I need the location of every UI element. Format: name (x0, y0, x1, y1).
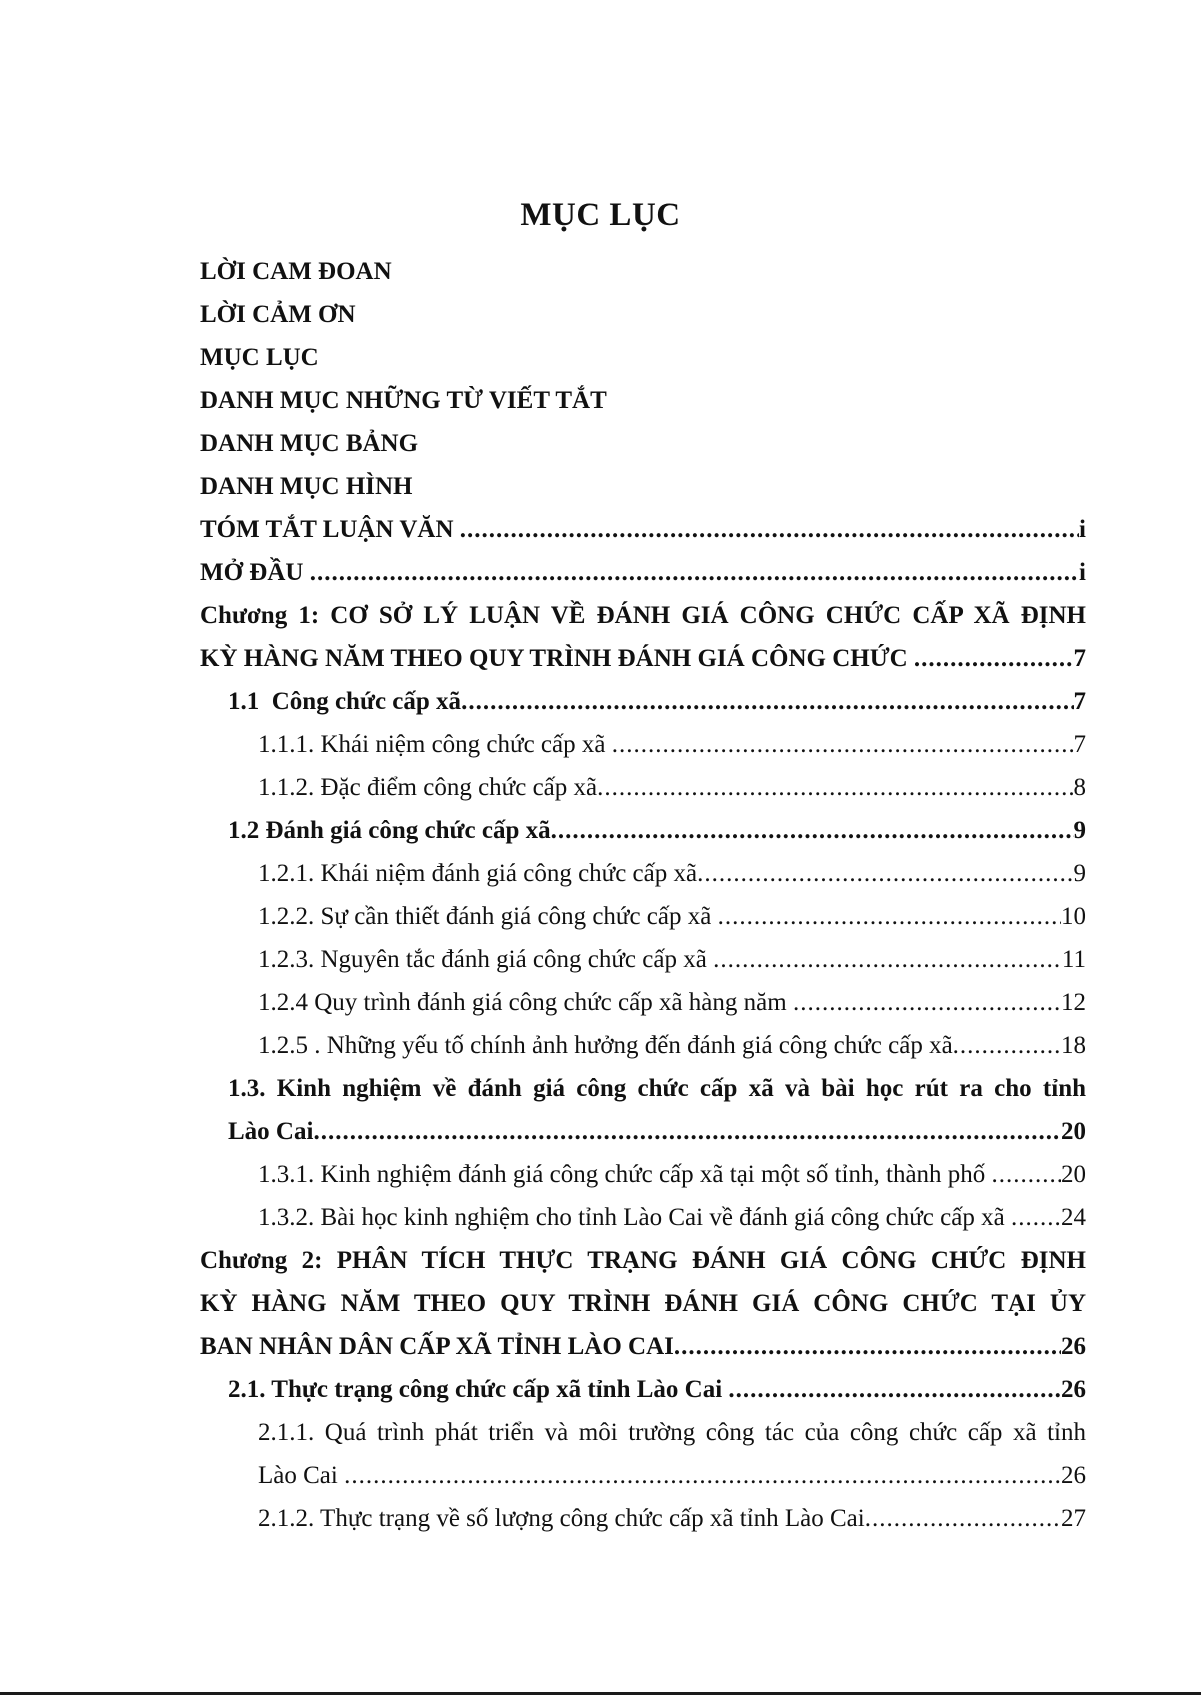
dot-leader (865, 1497, 1061, 1540)
toc-subsection-1-2-1[interactable] (258, 852, 1086, 895)
toc-page-number: 18 (1061, 1032, 1086, 1059)
toc-entry-label: BAN NHÂN DÂN CẤP XÃ TỈNH LÀO CAI (200, 1333, 674, 1360)
dot-leader (597, 766, 1073, 809)
dot-leader (612, 723, 1074, 766)
toc-subsection-2-1-1-line2[interactable] (258, 1454, 1086, 1497)
toc-chapter-2-line1[interactable]: Chương 2: PHÂN TÍCH THỰC TRẠNG ĐÁNH GIÁ CÔNG CHỨC ĐỊNH (200, 1247, 1086, 1274)
toc-page-number: 7 (1073, 731, 1086, 758)
toc-entry-label: 1.2.4 Quy trình đánh giá công chức cấp xã hàng năm (258, 989, 793, 1016)
toc-subsection-1-1-2[interactable] (258, 766, 1086, 809)
toc-subsection-1-2-5[interactable] (258, 1024, 1086, 1067)
toc-subsection-2-1-1-line1[interactable]: 2.1.1. Quá trình phát triển và môi trường công tác của công chức cấp xã tỉnh (258, 1419, 1086, 1446)
toc-section-2-1[interactable] (228, 1368, 1086, 1411)
toc-chapter-1-line1[interactable]: Chương 1: CƠ SỞ LÝ LUẬN VỀ ĐÁNH GIÁ CÔNG CHỨC CẤP XÃ ĐỊNH (200, 602, 1086, 629)
toc-subsection-1-2-3[interactable] (258, 938, 1086, 981)
toc-subsection-1-2-2[interactable] (258, 895, 1086, 938)
toc-page-number: 9 (1073, 817, 1086, 844)
dot-leader (674, 1325, 1061, 1368)
toc-chapter-2-line2[interactable]: KỲ HÀNG NĂM THEO QUY TRÌNH ĐÁNH GIÁ CÔNG CHỨC TẠI ỦY (200, 1290, 1086, 1317)
toc-page-number: i (1079, 559, 1086, 586)
toc-entry-label: TÓM TẮT LUẬN VĂN (200, 516, 460, 543)
toc-entry-label: MỞ ĐẦU (200, 559, 310, 586)
toc-page-number: 20 (1061, 1118, 1086, 1145)
toc-section-1-2[interactable] (228, 809, 1086, 852)
toc-entry-label: 1.2.3. Nguyên tắc đánh giá công chức cấp xã (258, 946, 714, 973)
toc-subsection-1-1-1[interactable] (258, 723, 1086, 766)
heading-loi-cam-on: LỜI CẢM ƠN (200, 301, 356, 328)
heading-muc-luc: MỤC LỤC (200, 344, 319, 371)
dot-leader (344, 1454, 1061, 1497)
toc-subsection-2-1-2[interactable] (258, 1497, 1086, 1540)
toc-page-number: 26 (1061, 1376, 1086, 1403)
page-title: MỤC LỤC (520, 197, 681, 233)
toc-section-1-3-line2[interactable] (228, 1110, 1086, 1153)
toc-page-number: 27 (1061, 1505, 1086, 1532)
toc-entry-label: 1.2.5 . Những yếu tố chính ảnh hưởng đến đánh giá công chức cấp xã (258, 1032, 953, 1059)
toc-entry-label: 2.1. Thực trạng công chức cấp xã tỉnh Lào Cai (228, 1376, 729, 1403)
dot-leader (718, 895, 1061, 938)
toc-page-number: 7 (1073, 688, 1086, 715)
toc-subsection-1-3-1[interactable] (258, 1153, 1086, 1196)
toc-entry-mo-dau[interactable] (200, 551, 1086, 594)
heading-danh-muc-tu-viet-tat: DANH MỤC NHỮNG TỪ VIẾT TẮT (200, 387, 607, 414)
dot-leader (460, 508, 1079, 551)
toc-page-number: 10 (1061, 903, 1086, 930)
toc-page-number: i (1079, 516, 1086, 543)
toc-subsection-1-3-2[interactable] (258, 1196, 1086, 1239)
dot-leader (728, 1368, 1061, 1411)
dot-leader (551, 809, 1074, 852)
dot-leader (713, 938, 1062, 981)
toc-page-number: 26 (1061, 1333, 1086, 1360)
bottom-divider (0, 1692, 1201, 1695)
toc-page-number: 8 (1073, 774, 1086, 801)
dot-leader (953, 1024, 1061, 1067)
toc-section-1-3-line1[interactable]: 1.3. Kinh nghiệm về đánh giá công chức cấp xã và bài học rút ra cho tỉnh (228, 1075, 1086, 1102)
dot-leader (310, 551, 1079, 594)
dot-leader (992, 1153, 1061, 1196)
dot-leader (793, 981, 1061, 1024)
heading-danh-muc-hinh: DANH MỤC HÌNH (200, 473, 413, 500)
toc-chapter-1-line2[interactable] (200, 637, 1086, 680)
toc-chapter-2-line3[interactable] (200, 1325, 1086, 1368)
toc-page-number: 11 (1061, 946, 1086, 973)
toc-entry-label: KỲ HÀNG NĂM THEO QUY TRÌNH ĐÁNH GIÁ CÔNG CHỨC (200, 645, 914, 672)
toc-page-number: 12 (1061, 989, 1086, 1016)
toc-entry-label: 1.1.1. Khái niệm công chức cấp xã (258, 731, 612, 758)
dot-leader (697, 852, 1073, 895)
heading-danh-muc-bang: DANH MỤC BẢNG (200, 430, 419, 457)
toc-entry-label: 1.1.2. Đặc điểm công chức cấp xã (258, 774, 598, 801)
heading-loi-cam-doan: LỜI CAM ĐOAN (200, 258, 392, 285)
toc-entry-label: 1.2.2. Sự cần thiết đánh giá công chức cấp xã (258, 903, 718, 930)
toc-entry-label: 1.2 Đánh giá công chức cấp xã (228, 817, 551, 844)
toc-page-number: 9 (1073, 860, 1086, 887)
dot-leader (1011, 1196, 1061, 1239)
dot-leader (313, 1110, 1061, 1153)
toc-entry-label: 1.3.1. Kinh nghiệm đánh giá công chức cấp xã tại một số tỉnh, thành phố (258, 1161, 992, 1188)
toc-entry-label: Lào Cai (228, 1118, 314, 1145)
toc-entry-label: 2.1.2. Thực trạng về số lượng công chức cấp xã tỉnh Lào Cai (258, 1505, 865, 1532)
toc-page-number: 7 (1073, 645, 1086, 672)
toc-section-1-1[interactable] (228, 680, 1086, 723)
toc-entry-tom-tat[interactable] (200, 508, 1086, 551)
dot-leader (914, 637, 1074, 680)
toc-page-number: 24 (1061, 1204, 1086, 1231)
toc-entry-label: Lào Cai (258, 1462, 345, 1489)
dot-leader (461, 680, 1073, 723)
toc-page-number: 20 (1061, 1161, 1086, 1188)
toc-page-number: 26 (1061, 1462, 1086, 1489)
toc-subsection-1-2-4[interactable] (258, 981, 1086, 1024)
toc-entry-label: 1.3.2. Bài học kinh nghiệm cho tỉnh Lào Cai về đánh giá công chức cấp xã (258, 1204, 1011, 1231)
toc-entry-label: 1.2.1. Khái niệm đánh giá công chức cấp xã (258, 860, 698, 887)
toc-entry-label: 1.1 Công chức cấp xã (228, 688, 462, 715)
